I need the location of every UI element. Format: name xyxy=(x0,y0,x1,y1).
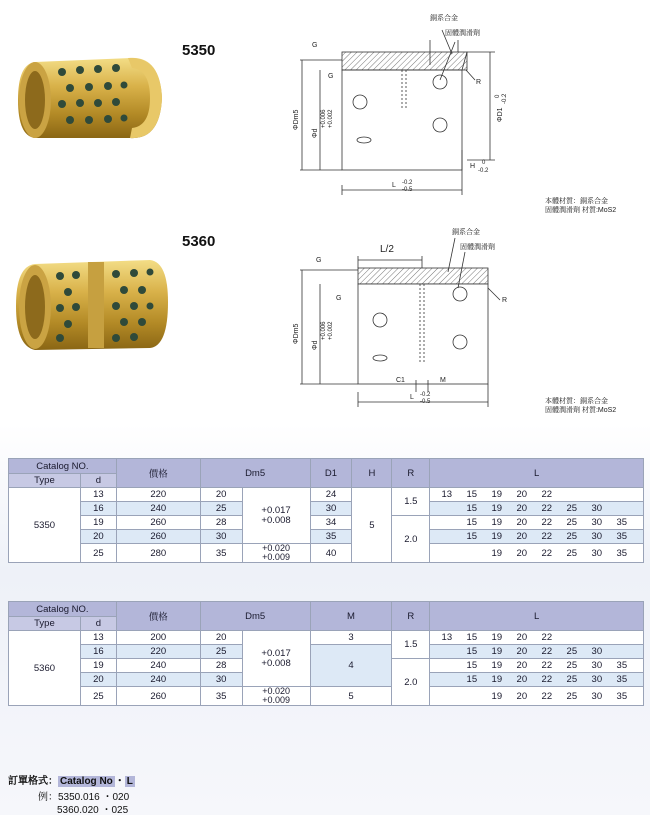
t1-l: 15 xyxy=(466,503,478,514)
d2-d-label: Φd xyxy=(312,340,319,350)
t2-tol-a xyxy=(242,631,310,687)
t1-dm5: 25 xyxy=(200,502,242,516)
d1-h-tol-lo: -0.2 xyxy=(478,168,489,174)
t1-l: 15 xyxy=(466,489,478,500)
t2-l-row-2 xyxy=(430,659,644,673)
note-5360 xyxy=(545,397,616,415)
t2-tol-b-up: +0.020 xyxy=(262,686,290,696)
t2-l: 19 xyxy=(491,660,503,671)
d1-d1-label: ΦD1 xyxy=(497,107,504,122)
t1-d1: 35 xyxy=(310,530,352,544)
t2-d: 25 xyxy=(80,687,116,706)
t1-l: 35 xyxy=(616,517,628,528)
t2-m-header: M xyxy=(310,602,392,631)
d1-d-tol-up: +0.006 xyxy=(321,109,327,128)
d2-alloy-label: 銅系合金 xyxy=(452,229,480,236)
t2-l: 15 xyxy=(466,674,478,685)
t1-price: 240 xyxy=(116,502,200,516)
t2-l: 15 xyxy=(466,660,478,671)
t1-d: 20 xyxy=(80,530,116,544)
t1-l-row-3 xyxy=(430,530,644,544)
note-5350-lubricant: 固體潤滑劑 材質:MoS2 xyxy=(545,207,617,214)
t1-l: 19 xyxy=(491,547,503,559)
d1-d1-tol-lo: -0.2 xyxy=(502,93,508,104)
d2-m-label: M xyxy=(440,377,446,384)
order-format-label: 訂單格式： xyxy=(8,776,58,787)
d1-r-label: R xyxy=(476,79,482,86)
t1-l: 20 xyxy=(516,503,528,514)
t1-l: 30 xyxy=(591,547,603,559)
t2-type-header: Type xyxy=(9,617,81,631)
t2-r-value-a: 1.5 xyxy=(392,631,430,659)
t1-type-value: 5350 xyxy=(9,488,81,563)
d2-lubricant-label: 固體潤滑劑 xyxy=(460,244,495,251)
t1-d: 19 xyxy=(80,516,116,530)
t1-l: 22 xyxy=(541,503,553,514)
d2-l-tol-lo: -0.5 xyxy=(420,399,431,405)
t1-price: 280 xyxy=(116,544,200,563)
t1-d-header: d xyxy=(80,474,116,488)
d1-h-tol-up: 0 xyxy=(482,160,486,166)
t1-price: 220 xyxy=(116,488,200,502)
t1-dm5-header: Dm5 xyxy=(200,459,310,488)
t1-dm5: 30 xyxy=(200,530,242,544)
d2-c1-label: C1 xyxy=(396,377,405,384)
t2-l: 22 xyxy=(541,690,553,702)
t2-l-row-3 xyxy=(430,673,644,687)
t2-l: 30 xyxy=(591,690,603,702)
t1-dm5: 28 xyxy=(200,516,242,530)
t1-dm5: 35 xyxy=(200,544,242,563)
t2-dm5: 35 xyxy=(200,687,242,706)
d2-l-tol-up: -0.2 xyxy=(420,392,431,398)
t1-l: 20 xyxy=(516,547,528,559)
t2-d: 20 xyxy=(80,673,116,687)
t1-l: 25 xyxy=(566,531,578,542)
d1-g1-label: G xyxy=(312,42,318,49)
t1-d1: 34 xyxy=(310,516,352,530)
t2-type-value: 5360 xyxy=(9,631,81,706)
d2-dm5-label: ΦDm5 xyxy=(293,323,300,344)
t1-l: 15 xyxy=(466,517,478,528)
t2-l: 35 xyxy=(616,674,628,685)
d2-half-l-label: L/2 xyxy=(380,244,394,255)
t1-h-header: H xyxy=(352,459,392,488)
t2-l-row-4 xyxy=(430,687,644,706)
t1-d1: 24 xyxy=(310,488,352,502)
t1-l: 13 xyxy=(441,489,453,500)
d1-alloy-label: 銅系合金 xyxy=(430,15,458,22)
t2-d: 19 xyxy=(80,659,116,673)
t1-l-row-2 xyxy=(430,516,644,530)
t2-l: 20 xyxy=(516,674,528,685)
t1-r-value-b: 2.0 xyxy=(392,516,430,563)
d2-d-tol-up: +0.006 xyxy=(321,321,327,340)
t2-d: 16 xyxy=(80,645,116,659)
t1-d1: 30 xyxy=(310,502,352,516)
model-5360-label: 5360 xyxy=(182,233,216,250)
t1-l: 22 xyxy=(541,531,553,542)
t2-d: 13 xyxy=(80,631,116,645)
t2-l: 19 xyxy=(491,674,503,685)
order-dot: ・ xyxy=(114,776,125,787)
order-l-token: L xyxy=(126,776,133,787)
t2-dm5: 25 xyxy=(200,645,242,659)
t2-l: 25 xyxy=(566,646,578,657)
t2-l: 22 xyxy=(541,674,553,685)
d1-h-label: H xyxy=(470,163,476,170)
t1-l: 22 xyxy=(541,489,553,500)
t1-l: 15 xyxy=(466,531,478,542)
d2-d-tol-lo: +0.002 xyxy=(328,321,334,340)
t1-l: 19 xyxy=(491,531,503,542)
t2-l: 20 xyxy=(516,646,528,657)
d2-l-label: L xyxy=(410,394,414,401)
t1-l: 20 xyxy=(516,517,528,528)
t2-tol-b xyxy=(242,687,310,706)
t1-r-header: R xyxy=(392,459,430,488)
t1-l-row-0 xyxy=(430,488,644,502)
t1-catalog-header: Catalog NO. xyxy=(9,459,117,474)
t1-l: 22 xyxy=(541,517,553,528)
t1-l: 35 xyxy=(616,531,628,542)
t2-l: 22 xyxy=(541,660,553,671)
d1-l-label: L xyxy=(392,182,396,189)
note-5350-material: 本體材質：銅系合金 xyxy=(545,198,608,205)
t2-dm5: 20 xyxy=(200,631,242,645)
t2-l: 20 xyxy=(516,632,528,643)
t1-tol-b xyxy=(242,544,310,563)
t1-r-value-a: 1.5 xyxy=(392,488,430,516)
t1-d: 13 xyxy=(80,488,116,502)
t2-price: 240 xyxy=(116,659,200,673)
t1-dm5: 20 xyxy=(200,488,242,502)
model-5350-label: 5350 xyxy=(182,42,216,59)
t2-m-value-a: 3 xyxy=(310,631,392,645)
t1-d: 25 xyxy=(80,544,116,563)
t2-price-header: 價格 xyxy=(116,602,200,631)
t1-l: 35 xyxy=(616,547,628,559)
t1-h-value: 5 xyxy=(352,488,392,563)
t2-dm5: 28 xyxy=(200,659,242,673)
spec-table-5350 xyxy=(8,458,644,563)
t2-l: 19 xyxy=(491,632,503,643)
t1-tol-a xyxy=(242,488,310,544)
note-5360-material: 本體材質：銅系合金 xyxy=(545,398,608,405)
t2-l: 25 xyxy=(566,660,578,671)
bushing-5360-photo xyxy=(10,250,170,360)
t2-l: 20 xyxy=(516,660,528,671)
t2-dm5: 30 xyxy=(200,673,242,687)
t2-price: 200 xyxy=(116,631,200,645)
t1-tol-a-up: +0.017 xyxy=(261,504,291,516)
t1-l-row-1 xyxy=(430,502,644,516)
d1-dm5-label: ΦDm5 xyxy=(293,109,300,130)
t1-price-header: 價格 xyxy=(116,459,200,488)
t1-l: 30 xyxy=(591,531,603,542)
t2-price: 240 xyxy=(116,673,200,687)
t2-l-row-1 xyxy=(430,645,644,659)
order-example-label: 例： xyxy=(38,792,58,803)
order-example-2-catalog: 5360.020 xyxy=(57,805,99,816)
t1-l: 19 xyxy=(491,517,503,528)
t2-m-value-b: 4 xyxy=(310,645,392,687)
t2-l-header: L xyxy=(430,602,644,631)
t1-l: 30 xyxy=(591,517,603,528)
t1-type-header: Type xyxy=(9,474,81,488)
d1-g2-label: G xyxy=(328,73,334,80)
d1-l-tol-up: -0.2 xyxy=(402,180,413,186)
t2-m-value-c: 5 xyxy=(310,687,392,706)
t1-tol-a-lo: +0.008 xyxy=(261,514,291,526)
t1-l: 19 xyxy=(491,489,503,500)
d2-g1-label: G xyxy=(316,257,322,264)
d1-d-tol-lo: +0.002 xyxy=(328,109,334,128)
t2-l: 30 xyxy=(591,660,603,671)
t1-d1: 40 xyxy=(310,544,352,563)
t2-l: 22 xyxy=(541,646,553,657)
order-example-1-l: ・020 xyxy=(102,792,130,803)
t2-l: 25 xyxy=(566,674,578,685)
t1-price: 260 xyxy=(116,516,200,530)
t1-l: 20 xyxy=(516,489,528,500)
t2-l: 35 xyxy=(616,660,628,671)
note-5350 xyxy=(545,197,616,215)
d2-r-label: R xyxy=(502,297,508,304)
t1-l: 30 xyxy=(591,503,603,514)
t2-d-header: d xyxy=(80,617,116,631)
order-catalog-token: Catalog No xyxy=(60,776,113,787)
bushing-5350-drawing xyxy=(280,10,530,200)
order-example-2-l: ・025 xyxy=(101,805,129,816)
t2-price: 260 xyxy=(116,687,200,706)
t2-tol-a-lo: +0.008 xyxy=(261,657,291,669)
t2-l: 19 xyxy=(491,690,503,702)
t2-l: 35 xyxy=(616,690,628,702)
t2-l: 22 xyxy=(541,632,553,643)
t2-l-row-0 xyxy=(430,631,644,645)
t2-l: 19 xyxy=(491,646,503,657)
t2-l: 30 xyxy=(591,646,603,657)
t2-r-header: R xyxy=(392,602,430,631)
t2-dm5-header: Dm5 xyxy=(200,602,310,631)
d2-g2-label: G xyxy=(336,295,342,302)
t1-l-header: L xyxy=(430,459,644,488)
t1-d1-header: D1 xyxy=(310,459,352,488)
t1-l: 25 xyxy=(566,503,578,514)
d1-d1-tol-up: 0 xyxy=(495,94,501,98)
t1-l: 20 xyxy=(516,531,528,542)
t2-l: 30 xyxy=(591,674,603,685)
t2-price: 220 xyxy=(116,645,200,659)
t1-price: 260 xyxy=(116,530,200,544)
t2-l: 15 xyxy=(466,632,478,643)
t2-l: 20 xyxy=(516,690,528,702)
bushing-5360-drawing xyxy=(280,222,530,412)
t2-tol-b-lo: +0.009 xyxy=(262,695,290,705)
t2-l: 25 xyxy=(566,690,578,702)
note-5360-lubricant: 固體潤滑劑 材質:MoS2 xyxy=(545,407,617,414)
t1-l: 19 xyxy=(491,503,503,514)
spec-table-5360 xyxy=(8,601,644,706)
t1-l: 22 xyxy=(541,547,553,559)
t2-tol-a-up: +0.017 xyxy=(261,647,291,659)
order-example-1-catalog: 5350.016 xyxy=(58,792,100,803)
t1-tol-b-up: +0.020 xyxy=(262,543,290,553)
t1-l-row-4 xyxy=(430,544,644,563)
t2-l: 13 xyxy=(441,632,453,643)
d1-l-tol-lo: -0.5 xyxy=(402,187,413,193)
t1-l: 25 xyxy=(566,547,578,559)
bushing-5350-photo xyxy=(10,40,170,155)
t2-r-value-b: 2.0 xyxy=(392,659,430,706)
order-example-2 xyxy=(57,801,128,816)
d1-d-label: Φd xyxy=(312,128,319,138)
t2-l: 15 xyxy=(466,646,478,657)
t1-tol-b-lo: +0.009 xyxy=(262,552,290,562)
order-format xyxy=(8,772,135,787)
t1-d: 16 xyxy=(80,502,116,516)
t2-catalog-header: Catalog NO. xyxy=(9,602,117,617)
t1-l: 25 xyxy=(566,517,578,528)
d1-lubricant-label: 固體潤滑劑 xyxy=(445,30,480,37)
